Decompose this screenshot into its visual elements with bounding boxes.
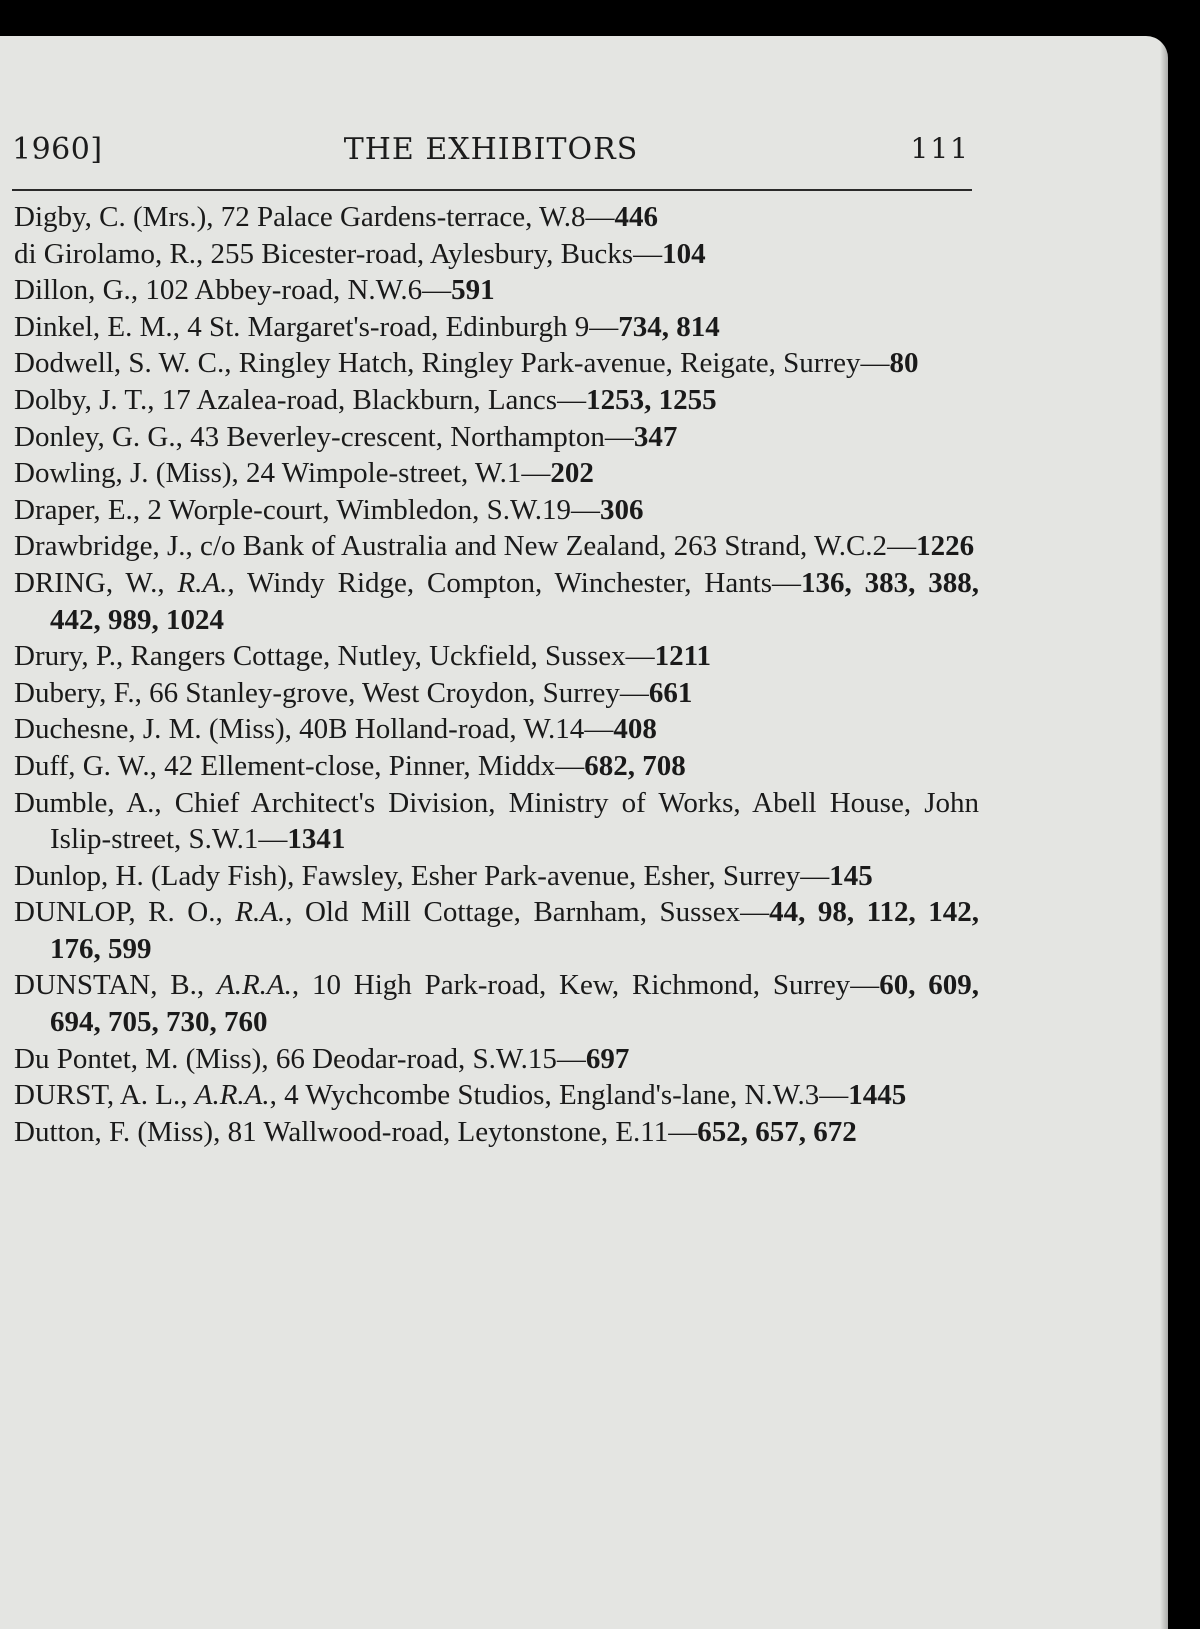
exhibit-numbers: 591: [451, 274, 495, 307]
exhibitor-honor: R.A.: [235, 896, 286, 929]
exhibitor-name: Dolby, J. T.: [14, 383, 148, 416]
exhibit-numbers: 446: [614, 201, 659, 233]
exhibitor-name: Drury, P.: [14, 640, 117, 673]
exhibitor-list: [14, 199, 979, 1150]
exhibit-numbers: 1226: [916, 530, 975, 563]
exhibit-numbers: 661: [648, 676, 693, 709]
exhibitor-entry: Dubery, F., 66 Stanley-grove, West Croydon, Surrey—661: [14, 676, 693, 709]
exhibitor-name: Dutton, F. (Miss): [14, 1115, 214, 1148]
exhibitor-entry: Dolby, J. T., 17 Azalea-road, Blackburn, Lancs—1253, 1255: [14, 383, 717, 416]
exhibitor-entry: Drury, P., Rangers Cottage, Nutley, Uckfield, Sussex—1211: [14, 640, 712, 673]
exhibit-numbers: 652, 657, 672: [697, 1115, 857, 1148]
exhibitor-entry: Donley, G. G., 43 Beverley-crescent, Northampton—347: [14, 420, 678, 453]
exhibit-numbers: 104: [662, 237, 706, 270]
exhibit-numbers: 1341: [287, 823, 346, 856]
exhibitor-entry: DUNLOP, R. O., R.A., Old Mill Cottage, Barnham, Sussex—44, 98, 112, 142, 176, 599: [14, 896, 980, 965]
exhibitor-name: Dunlop, H. (Lady Fish): [14, 859, 288, 892]
exhibitor-address: 81 Wallwood-road, Leytonstone, E.11: [227, 1115, 669, 1148]
page-number: 111: [910, 132, 970, 165]
exhibitor-entry: DURST, A. L., A.R.A., 4 Wychcombe Studios, England's-lane, N.W.3—1445: [14, 1079, 907, 1112]
exhibitor-entry: Dutton, F. (Miss), 81 Wallwood-road, Leytonstone, E.11—652, 657, 672: [14, 1115, 857, 1148]
exhibit-numbers: 1445: [848, 1079, 907, 1112]
exhibitor-entry: Drawbridge, J., c/o Bank of Australia and New Zealand, 263 Strand, W.C.2—1226: [14, 530, 975, 563]
exhibitor-name: Dillon, G.: [14, 274, 131, 307]
exhibitor-entry: Digby, C. (Mrs.), 72 Palace Gardens-terrace, W.8—446: [14, 201, 659, 233]
exhibitor-name: Dubery, F.: [14, 676, 135, 709]
book-page: [0, 36, 1168, 1629]
exhibitor-address: 24 Wimpole-street, W.1: [246, 457, 522, 490]
exhibitor-address: 66 Stanley-grove, West Croydon, Surrey: [149, 676, 620, 709]
exhibit-numbers: 145: [829, 859, 873, 892]
exhibitor-address: 17 Azalea-road, Blackburn, Lancs: [161, 383, 558, 416]
exhibit-numbers: 60, 609, 694, 705, 730, 760: [50, 969, 980, 1039]
page-title: THE EXHIBITORS: [343, 132, 639, 167]
exhibitor-entry: Draper, E., 2 Worple-court, Wimbledon, S.W.19—306: [14, 493, 644, 526]
exhibitor-address: 4 St. Margaret's-road, Edinburgh 9: [187, 310, 590, 343]
exhibitor-name: Dodwell, S. W. C.: [14, 347, 225, 380]
exhibitor-address: c/o Bank of Australia and New Zealand, 263 Strand, W.C.2: [200, 530, 888, 563]
exhibit-numbers: 80: [889, 347, 919, 380]
exhibitor-name: di Girolamo, R.: [14, 237, 197, 270]
exhibitor-entry: DUNSTAN, B., A.R.A., 10 High Park-road, Kew, Richmond, Surrey—60, 609, 694, 705, 730, 760: [14, 969, 980, 1039]
exhibitor-address: Old Mill Cottage, Barnham, Sussex: [304, 896, 741, 929]
exhibitor-address: 66 Deodar-road, S.W.15: [275, 1042, 557, 1075]
exhibit-numbers: 202: [550, 457, 594, 490]
exhibit-numbers: 136, 383, 388, 442, 989, 1024: [50, 566, 980, 636]
exhibitor-entry: Duchesne, J. M. (Miss), 40B Holland-road, W.14—408: [14, 713, 657, 746]
exhibitor-name: Draper, E.: [14, 493, 133, 526]
exhibitor-entry: Duff, G. W., 42 Ellement-close, Pinner, Middx—682, 708: [14, 749, 686, 782]
exhibitor-entry: di Girolamo, R., 255 Bicester-road, Aylesbury, Bucks—104: [14, 237, 706, 270]
exhibitor-honor: R.A.: [177, 566, 228, 599]
exhibitor-entry: DRING, W., R.A., Windy Ridge, Compton, Winchester, Hants—136, 383, 388, 442, 989, 1024: [14, 566, 980, 636]
header-year: 1960]: [12, 132, 103, 167]
page-header: [12, 132, 970, 176]
exhibitor-name: Dumble, A.: [14, 786, 155, 819]
exhibitor-address: Ringley Hatch, Ringley Park-avenue, Reigate, Surrey: [238, 347, 861, 380]
exhibit-numbers: 697: [585, 1042, 630, 1075]
exhibitor-entry: Dinkel, E. M., 4 St. Margaret's-road, Edinburgh 9—734, 814: [14, 310, 720, 343]
exhibit-numbers: 1211: [654, 640, 712, 673]
exhibitor-name: Duff, G. W.: [14, 749, 150, 782]
exhibitor-entry: Dumble, A., Chief Architect's Division, Ministry of Works, Abell House, John Islip-street, S.W.1—1341: [14, 786, 979, 856]
exhibitor-honor: A.R.A.: [216, 969, 292, 1002]
exhibitor-name: DUNLOP, R. O.: [14, 896, 216, 929]
exhibit-numbers: 1253, 1255: [586, 383, 717, 416]
exhibitor-address: Rangers Cottage, Nutley, Uckfield, Sussex: [130, 640, 626, 673]
exhibitor-address: 40B Holland-road, W.14: [299, 713, 585, 746]
header-rule: [12, 189, 972, 191]
exhibitor-entry: Dunlop, H. (Lady Fish), Fawsley, Esher Park-avenue, Esher, Surrey—145: [14, 859, 873, 892]
exhibitor-name: Dinkel, E. M.: [14, 310, 173, 343]
exhibit-numbers: 408: [613, 713, 657, 746]
exhibitor-address: 10 High Park-road, Kew, Richmond, Surrey: [311, 969, 851, 1002]
exhibit-numbers: 306: [599, 493, 644, 526]
page-edge-shadow: [1160, 36, 1168, 1629]
exhibitor-address: 2 Worple-court, Wimbledon, S.W.19: [147, 493, 571, 526]
exhibitor-name: Duchesne, J. M. (Miss): [14, 713, 285, 746]
exhibitor-entry: Dowling, J. (Miss), 24 Wimpole-street, W.1—202: [14, 457, 594, 490]
exhibit-numbers: 682, 708: [584, 749, 686, 782]
exhibitor-address: Windy Ridge, Compton, Winchester, Hants: [247, 566, 773, 599]
exhibitor-address: 43 Beverley-crescent, Northampton: [190, 420, 605, 453]
exhibitor-honor: A.R.A.: [194, 1079, 270, 1112]
exhibitor-name: DUNSTAN, B.: [14, 969, 197, 1002]
exhibitor-name: Donley, G. G.: [14, 420, 176, 453]
exhibitor-address: Fawsley, Esher Park-avenue, Esher, Surrey: [301, 859, 801, 892]
exhibitor-address: 72 Palace Gardens-terrace, W.8: [220, 201, 586, 233]
exhibitor-address: 4 Wychcombe Studios, England's-lane, N.W.3: [284, 1079, 820, 1112]
exhibitor-name: Du Pontet, M. (Miss): [14, 1042, 262, 1075]
exhibitor-entry: Dillon, G., 102 Abbey-road, N.W.6—591: [14, 274, 495, 307]
exhibitor-entry: Du Pontet, M. (Miss), 66 Deodar-road, S.W.15—697: [14, 1042, 630, 1075]
exhibitor-name: Drawbridge, J.: [14, 530, 186, 563]
exhibit-numbers: 44, 98, 112, 142, 176, 599: [50, 896, 980, 965]
exhibitor-entry: Dodwell, S. W. C., Ringley Hatch, Ringley Park-avenue, Reigate, Surrey—80: [14, 347, 919, 380]
exhibit-numbers: 734, 814: [618, 310, 720, 343]
exhibitor-name: Dowling, J. (Miss): [14, 457, 232, 490]
exhibitor-name: Digby, C. (Mrs.): [14, 201, 207, 233]
exhibitor-name: DURST, A. L.: [14, 1079, 181, 1112]
exhibitor-address: 42 Ellement-close, Pinner, Middx: [164, 749, 556, 782]
exhibitor-address: 255 Bicester-road, Aylesbury, Bucks: [210, 237, 634, 270]
exhibit-numbers: 347: [633, 420, 678, 453]
exhibitor-address: 102 Abbey-road, N.W.6: [145, 274, 423, 307]
exhibitor-address: Chief Architect's Division, Ministry of Works, Abell House, John Islip-street, S.W.1: [50, 786, 979, 856]
exhibitor-name: DRING, W.: [14, 566, 158, 599]
